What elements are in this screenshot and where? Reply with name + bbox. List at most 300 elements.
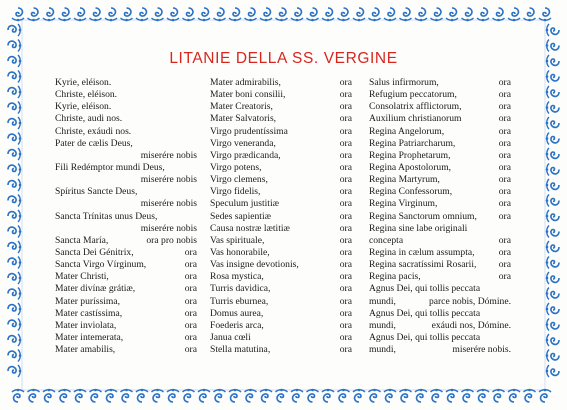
invocation-line [210,259,352,271]
border-ornament [43,8,55,21]
invocation-line [55,126,197,138]
border-ornament [338,389,350,402]
border-ornament [384,8,396,21]
invocation-text: Kyrie, eléison. [55,77,112,88]
invocation-text: Virgo veneranda, [210,137,276,149]
invocation-text: Agnus Dei, qui tollis peccata [369,307,481,319]
border-ornament [546,117,559,129]
invocation-text: Christe, eléison. [55,89,118,101]
invocation-text: Regina Martyrum, [369,174,440,186]
invocation-text: Agnus Dei, qui tollis peccata [369,283,481,295]
invocation-line [55,211,197,223]
border-ornament [152,8,164,21]
invocation-text: Salus infirmorum, [369,77,439,88]
litany-column-1 [55,77,197,356]
invocation-text: Refugium peccatorum, [369,89,457,101]
invocation-text: concepta [369,234,404,246]
border-ornament [539,8,551,21]
border-ornament [136,389,148,402]
response-text: ora [339,186,352,198]
border-ornament [8,86,21,98]
border-ornament [121,389,133,402]
response-text: ora [498,77,511,88]
border-ornament [8,164,21,176]
invocation-line [55,198,197,210]
border-ornament [8,365,21,377]
response-text: ora [498,125,511,137]
invocation-text: Turris davidica, [210,283,271,295]
invocation-text: Christe, audi nos. [55,113,123,125]
invocation-line [210,101,352,113]
invocation-line [369,271,511,283]
border-ornament [431,8,443,21]
border-ornament [90,389,102,402]
border-ornament [8,179,21,191]
border-ornament [369,8,381,21]
invocation-line [55,283,197,295]
invocation-text: Mater Christi, [55,271,109,283]
response-text: ora [498,89,511,101]
invocation-line [369,89,511,101]
invocation-text: Regina sacratíssimi Rosarii, [369,259,477,271]
response-text: ora [498,174,511,186]
response-text: ora [339,271,352,283]
border-ornament [353,8,365,21]
border-ornament [369,389,381,402]
border-ornament [260,389,272,402]
invocation-line [369,247,511,259]
invocation-line [55,162,197,174]
invocation-text: Mater Creatoris, [210,101,273,113]
response-text: ora [339,174,352,186]
invocation-line [210,247,352,259]
invocation-line [55,89,197,101]
border-ornament [245,8,257,21]
invocation-text: Regina Virginum, [369,198,438,210]
border-ornament [493,389,505,402]
response-text: ora [498,246,511,258]
border-ornament [546,334,559,346]
invocation-line [210,113,352,125]
invocation-text: Virgo fidelis, [210,186,261,198]
invocation-line [369,101,511,113]
invocation-text: Sancta María, [55,234,109,246]
invocation-line [55,344,197,356]
response-text: ora pro nobis [146,234,197,246]
response-text: ora [498,101,511,113]
border-ornament [338,8,350,21]
invocation-text: Mater amabilis, [55,344,116,356]
border-ornament [546,164,559,176]
border-ornament [546,24,559,36]
border-ornament [546,71,559,83]
border-ornament [400,389,412,402]
response-text: ora [498,161,511,173]
border-ornament [493,8,505,21]
invocation-text: Regina Prophetarum, [369,149,451,161]
border-ornament [546,133,559,145]
border-ornament [384,389,396,402]
invocation-line [55,138,197,150]
invocation-line [369,186,511,198]
invocation-text: Mater boni consilii, [210,89,286,101]
response-text: ora [184,319,197,331]
invocation-line [55,113,197,125]
border-ornament [8,24,21,36]
invocation-line [210,89,352,101]
border-ornament [59,389,71,402]
response-text: ora [339,222,352,234]
response-text: ora [184,307,197,319]
border-ornament [8,133,21,145]
response-text: ora [184,271,197,283]
invocation-line [369,113,511,125]
invocation-text: Fili Redémptor mundi Deus, [55,161,165,173]
invocation-line [210,186,352,198]
response-text: ora [339,259,352,271]
invocation-text: Virgo prædicanda, [210,149,281,161]
response-text: ora [339,149,352,161]
response-text: miserére nobis [140,174,197,186]
border-ornament [546,272,559,284]
response-text: ora [184,344,197,356]
response-text: ora [339,344,352,356]
invocation-line [55,174,197,186]
border-ornament [12,389,24,402]
border-ornament [59,8,71,21]
border-ornament [8,303,21,315]
border-ornament [546,148,559,160]
invocation-text: Vas honorabile, [210,246,270,258]
border-ornament [462,389,474,402]
response-text: ora [339,89,352,101]
border-ornament [214,8,226,21]
invocation-line [369,259,511,271]
border-ornament [524,8,536,21]
invocation-line [369,162,511,174]
response-text: parce nobis, Dómine. [428,295,511,307]
invocation-text: Regina Sanctorum omnium, [369,210,477,222]
invocation-line [55,296,197,308]
response-text: ora [339,307,352,319]
invocation-line [55,150,197,162]
border-ornament [546,179,559,191]
invocation-line [369,126,511,138]
border-ornament [8,102,21,114]
invocation-line [369,138,511,150]
response-text: ora [498,149,511,161]
invocation-text: Mater intemerata, [55,331,124,343]
border-ornament [245,389,257,402]
invocation-line [210,138,352,150]
invocation-line [369,344,511,356]
border-ornament [546,257,559,269]
invocation-line [55,308,197,320]
border-ornament [291,8,303,21]
border-ornament [546,195,559,207]
border-ornament [74,8,86,21]
response-text: ora [498,113,511,125]
invocation-text: Domus aurea, [210,307,264,319]
border-ornament [524,389,536,402]
border-ornament [43,389,55,402]
invocation-text: Regina pacis, [369,271,421,283]
border-ornament [307,389,319,402]
border-ornament [546,102,559,114]
response-text: miserére nobis [140,222,197,234]
response-text: ora [339,246,352,258]
invocation-line [55,271,197,283]
invocation-text: Regina Apostolorum, [369,161,452,173]
invocation-line [210,296,352,308]
border-ornament [183,389,195,402]
invocation-text: Pater de cælis Deus, [55,137,133,149]
response-text: ora [339,331,352,343]
border-ornament [8,71,21,83]
response-text: ora [184,331,197,343]
border-ornament [431,389,443,402]
response-text: ora [339,283,352,295]
response-text: ora [339,234,352,246]
border-ornament [322,389,334,402]
border-ornament [477,8,489,21]
response-text: ora [498,234,511,246]
response-text: miserére nobis. [452,344,511,356]
invocation-line [369,198,511,210]
invocation-text: Kyrie, eléison. [55,101,112,113]
border-ornament [477,389,489,402]
border-ornament [198,8,210,21]
border-ornament [8,148,21,160]
invocation-text: Sancta Trínitas unus Deus, [55,210,158,222]
invocation-text: Regina Angelorum, [369,125,445,137]
border-ornament [8,272,21,284]
invocation-line [369,235,511,247]
response-text: ora [498,137,511,149]
invocation-text: Vas spirituale, [210,234,265,246]
border-ornament [8,226,21,238]
invocation-text: Spíritus Sancte Deus, [55,186,138,198]
invocation-text: Regina Patriarcharum, [369,137,456,149]
border-ornament [105,8,117,21]
response-text: ora [184,246,197,258]
invocation-text: Mater Salvatoris, [210,113,277,125]
border-ornament [546,319,559,331]
invocation-text: Stella matutina, [210,344,271,356]
border-ornament [546,86,559,98]
border-ornament [229,389,241,402]
invocation-line [210,198,352,210]
invocation-text: Regina sine labe originali [369,222,468,234]
border-ornament [322,8,334,21]
invocation-text: Virgo prudentíssima [210,125,288,137]
invocation-line [55,223,197,235]
invocation-line [210,235,352,247]
response-text: ora [498,210,511,222]
border-ornament [28,8,40,21]
invocation-line [369,174,511,186]
border-ornament [167,389,179,402]
invocation-text: Mater puríssima, [55,295,121,307]
response-text: miserére nobis [140,149,197,161]
invocation-line [369,283,511,295]
litany-column-3 [369,77,511,356]
invocation-line [210,211,352,223]
invocation-line [210,77,352,89]
invocation-text: Mater divínæ grátiæ, [55,283,136,295]
invocation-text: Foederis arca, [210,319,264,331]
border-ornament [276,389,288,402]
border-ornament [8,288,21,300]
border-ornament [307,8,319,21]
border-ornament [546,303,559,315]
invocation-text: Regina in cælum assumpta, [369,246,475,258]
border-ornament [8,117,21,129]
response-text: ora [339,295,352,307]
invocation-text: Auxilium christianorum [369,113,462,125]
invocation-line [210,320,352,332]
border-ornament [291,389,303,402]
border-ornament [446,8,458,21]
response-text: ora [339,125,352,137]
border-ornament [12,8,24,21]
page-title: LITANIE DELLA SS. VERGINE [169,50,398,67]
invocation-text: Christe, exáudi nos. [55,125,132,137]
border-ornament [260,8,272,21]
invocation-line [210,271,352,283]
border-ornament [462,8,474,21]
invocation-text: Agnus Dei, qui tollis peccata [369,331,481,343]
invocation-line [55,332,197,344]
invocation-line [369,320,511,332]
border-ornament [152,389,164,402]
border-ornament [446,389,458,402]
invocation-line [210,344,352,356]
border-ornament [90,8,102,21]
invocation-line [369,296,511,308]
invocation-text: Mater castíssima, [55,307,123,319]
invocation-text: Turris eburnea, [210,295,269,307]
invocation-line [55,247,197,259]
invocation-text: Mater admirabilis, [210,77,281,88]
invocation-text: mundi, [369,319,396,331]
border-ornament [508,389,520,402]
response-text: ora [339,198,352,210]
border-ornament [28,389,40,402]
border-ornament [353,389,365,402]
invocation-line [210,283,352,295]
border-ornament [8,210,21,222]
border-ornament [198,389,210,402]
border-ornament [121,8,133,21]
invocation-line [210,223,352,235]
border-ornament [214,389,226,402]
litany-column-2 [210,77,352,356]
invocation-text: Causa nostræ lætitiæ [210,222,290,234]
border-ornament [546,241,559,253]
invocation-line [369,77,511,89]
invocation-line [369,223,511,235]
response-text: ora [184,283,197,295]
invocation-line [210,174,352,186]
invocation-line [55,320,197,332]
response-text: ora [339,101,352,113]
invocation-text: Virgo potens, [210,161,262,173]
response-text: miserére nobis [140,198,197,210]
invocation-line [210,332,352,344]
border-ornament [8,195,21,207]
invocation-text: Regina Confessorum, [369,186,453,198]
response-text: ora [339,113,352,125]
border-ornament [546,210,559,222]
response-text: ora [498,186,511,198]
border-ornament [539,389,551,402]
border-ornament [8,334,21,346]
response-text: ora [339,137,352,149]
invocation-line [369,332,511,344]
invocation-text: mundi, [369,344,396,356]
response-text: ora [498,198,511,210]
invocation-text: Janua cœli [210,331,251,343]
invocation-text: Rosa mystica, [210,271,264,283]
border-ornament [546,365,559,377]
response-text: ora [339,161,352,173]
response-text: ora [339,319,352,331]
invocation-line [210,308,352,320]
invocation-text: Sancta Dei Génitrix, [55,246,134,258]
invocation-text: Vas insigne devotionis, [210,259,299,271]
border-ornament [183,8,195,21]
invocation-text: mundi, [369,295,396,307]
border-ornament [105,389,117,402]
border-ornament [546,288,559,300]
response-text: ora [498,259,511,271]
invocation-text: Virgo clemens, [210,174,268,186]
border-ornament [8,241,21,253]
invocation-line [210,150,352,162]
border-ornament [415,389,427,402]
response-text: exáudi nos, Dómine. [431,319,511,331]
response-text: ora [339,77,352,88]
invocation-line [369,308,511,320]
invocation-text: Consolatrix afflictorum, [369,101,462,113]
border-ornament [276,8,288,21]
invocation-text: Sedes sapientiæ [210,210,272,222]
invocation-line [55,77,197,89]
invocation-text: Mater inviolata, [55,319,117,331]
invocation-text: Speculum justitiæ [210,198,280,210]
invocation-line [369,211,511,223]
invocation-line [369,150,511,162]
response-text: ora [339,210,352,222]
border-ornament [167,8,179,21]
invocation-line [55,259,197,271]
invocation-line [55,235,197,247]
response-text: ora [184,295,197,307]
response-text: ora [498,271,511,283]
invocation-line [210,162,352,174]
border-ornament [136,8,148,21]
border-ornament [8,319,21,331]
invocation-line [55,186,197,198]
border-ornament [400,8,412,21]
invocation-text: Sancta Virgo Vírginum, [55,259,147,271]
border-ornament [8,257,21,269]
border-ornament [8,350,21,362]
invocation-line [55,101,197,113]
border-ornament [229,8,241,21]
border-ornament [415,8,427,21]
